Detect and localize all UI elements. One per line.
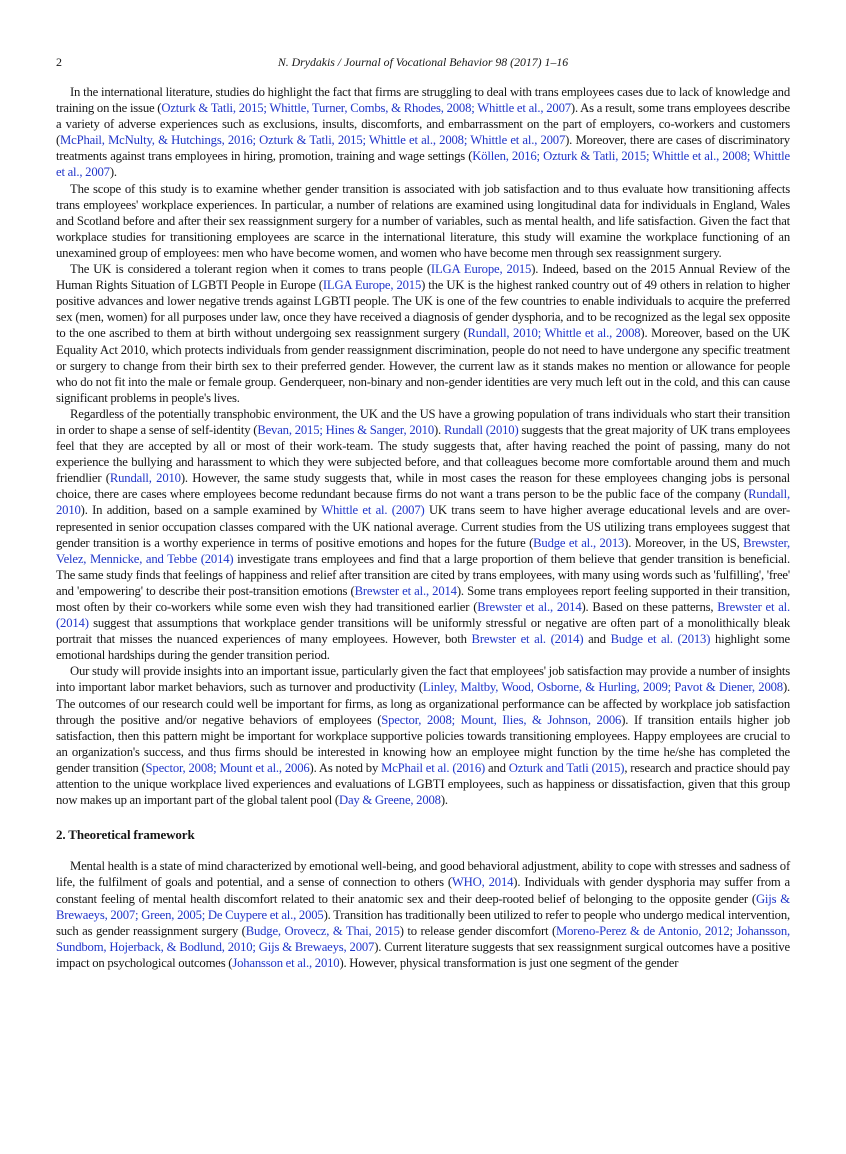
citation-link[interactable]: Gijs & Brewaeys, 2007; Green, 2005; De Cuypere et al., 2005 [56, 891, 790, 922]
paragraph [56, 84, 790, 181]
text-run: ). Moreover, based on the UK Equality Act 2010, which protects individuals from gender reassignment discrimination, people do not need to have undergone any specific treatment or surgery to change from their birth sex to their preferred gender. However, the current law as it stands makes no mention or allowance for people who do not fit into the male or female group. Genderqueer, non-binary and non-gender identities are very much left out in the cold, and this can cause significant problems in people's lives. [56, 326, 790, 405]
section-heading: 2. Theoretical framework [56, 827, 195, 843]
citation-link[interactable]: ILGA Europe, 2015 [322, 278, 422, 293]
text-run: ). However, physical transformation is just one segment of the gender [339, 955, 679, 970]
citation-link[interactable]: Budge et al. (2013) [610, 632, 711, 647]
text-run: ). In addition, based on a sample examined by [80, 503, 322, 518]
text-run: Mental health is a state of mind characterized by emotional well-being, and good behavioral adjustment, ability to cope with stresses and sadness of life, the fulfilment of goals and potential, and a sense of connection to others ( [56, 859, 790, 890]
text-run: UK trans seem to have higher average educational levels and are over-represented in senior occupation classes compared with the UK national average. Current studies from the US utilizing trans employees suggest that gender transition is a worthy experience in terms of positive emotions and hopes for the future ( [56, 503, 790, 550]
citation-link[interactable]: ILGA Europe, 2015 [430, 262, 532, 277]
text-run: ). Based on these patterns, [581, 600, 718, 614]
citation-link[interactable]: Brewster et al. (2014) [56, 600, 790, 631]
citation-link[interactable]: Budge et al., 2013 [533, 535, 625, 550]
citation-link[interactable]: Brewster et al., 2014 [354, 583, 457, 598]
citation-link[interactable]: McPhail, McNulty, & Hutchings, 2016; Ozturk & Tatli, 2015; Whittle et al., 2008; Whittle et al., 2007 [60, 133, 566, 148]
citation-link[interactable]: Ozturk and Tatli (2015) [508, 760, 625, 775]
text-run: The scope of this study is to examine whether gender transition is associated with job satisfaction and to thus evaluate how transitioning affects trans employees' workplace experiences. In particular, a number of relations are examined using longitudinal data for individuals in England, Wales and Scotland before and after their sex reassignment surgery for a number of variables, such as mental health, and life satisfaction. Given the fact that workplace studies for transitioning employees are scarce in the international literature, this study will examine the workplace functioning of an unexamined group of employees: men who have become women, and women who have become men through sex reassignment surgery. [56, 181, 790, 260]
text-run: suggests that the great majority of UK trans employees feel that they are accepted by all or most of their work-team. The study suggests that, after having reached the point of passing, many do not experience the bullying and harassment to which they were subjected before, and that colleagues become more comfortable around them and much friendlier ( [56, 422, 790, 486]
text-run: ). Moreover, in the US, [624, 535, 744, 550]
text-run: ). As noted by [309, 760, 382, 775]
citation-link[interactable]: Linley, Maltby, Wood, Osborne, & Hurling, 2009; Pavot & Diener, 2008 [422, 680, 783, 695]
text-run: ). The outcomes of our research could well be important for firms, as long as organizational performance can be affected by workplace job satisfaction through the positive and/or negative behaviors of employees ( [56, 680, 790, 727]
text-run: The UK is considered a tolerant region when it comes to trans people ( [70, 262, 431, 277]
text-run: ). [440, 793, 448, 808]
text-run: ). Current literature suggests that sex reassignment surgical outcomes have a positive impact on psychological outcomes ( [56, 939, 790, 970]
text-run: highlight some emotional hardships during the gender transition period. [56, 632, 790, 663]
text-run: ). Indeed, based on the 2015 Annual Review of the Human Rights Situation of LGBTI People in Europe ( [56, 262, 790, 293]
citation-link[interactable]: Köllen, 2016; Ozturk & Tatli, 2015; Whittle et al., 2008; Whittle et al., 2007 [56, 149, 790, 180]
citation-link[interactable]: Brewster et al., 2014 [477, 600, 582, 614]
citation-link[interactable]: Rundall, 2010 [109, 471, 181, 486]
citation-link[interactable]: Spector, 2008; Mount et al., 2006 [145, 760, 310, 775]
citation-link[interactable]: Rundall, 2010; Whittle et al., 2008 [467, 326, 641, 341]
text-run: Regardless of the potentially transphobic environment, the UK and the US have a growing population of trans individuals who start their transition in order to shape a sense of self-identity ( [56, 406, 790, 437]
citation-link[interactable]: Whittle et al. (2007) [321, 503, 425, 518]
citation-link[interactable]: Budge, Orovecz, & Thai, 2015 [245, 923, 400, 938]
citation-link[interactable]: Spector, 2008; Mount, Ilies, & Johnson, 2006 [381, 712, 622, 727]
text-run: ). [109, 165, 117, 180]
article-body [56, 84, 790, 971]
citation-link[interactable]: WHO, 2014 [451, 875, 514, 890]
citation-link[interactable]: Brewster et al. (2014) [471, 632, 584, 647]
citation-link[interactable]: Moreno-Perez & de Antonio, 2012; Johansson, Sundbom, Hojerback, & Bodlund, 2010; Gijs & Brewaeys, 2007 [56, 923, 790, 954]
citation-link[interactable]: McPhail et al. (2016) [381, 760, 486, 775]
page-number: 2 [56, 55, 62, 69]
paragraph [56, 858, 790, 971]
citation-link[interactable]: Day & Greene, 2008 [338, 793, 441, 808]
text-run: ). Individuals with gender dysphoria may suffer from a constant feeling of mental health discomfort related to their anatomic sex and their deep-rooted belief of belonging to the opposite gender ( [56, 875, 790, 906]
text-run: ) the UK is the highest ranked country out of 49 others in relation to higher positive advances and lower negative trends against LGBTI people. The UK is one of the few countries to enable individuals to acquire the preferred sex (men, women) for all purposes under law, once they have received a diagnosis of gender dysphoria, and to be recognized as the legal sex opposite to the one ascribed to them at birth without undergoing sex reassignment surgery ( [56, 278, 790, 341]
text-run: ). Some trans employees report feeling supported in their transition, most often by their co-workers while some even wish they had transitioned earlier ( [56, 583, 790, 614]
text-run: ). Moreover, there are cases of discriminatory treatments against trans employees in hiring, promotion, training and wage settings ( [56, 133, 790, 164]
paragraph [56, 663, 790, 808]
paragraph [56, 406, 790, 664]
text-run: ). [434, 422, 444, 437]
text-run: suggest that assumptions that workplace gender transitions will be uniformly stressful or negative are often part of a monolithically bleak portrait that misses the nuanced experiences of many employees. However, both [56, 616, 790, 647]
text-run: ). However, the same study suggests that, while in most cases the reason for these employees changing jobs is personal choice, there are cases where employees become redundant because firms do not want a trans person to be the public face of the company ( [56, 471, 790, 502]
citation-link[interactable]: Johansson et al., 2010 [232, 955, 340, 970]
text-run: ) to release gender discomfort ( [399, 923, 557, 938]
citation-link[interactable]: Brewster, Velez, Mennicke, and Tebbe (2014) [56, 535, 791, 566]
paragraph [56, 181, 790, 261]
text-run: ). Transition has traditionally been utilized to refer to people who undergo medical intervention, such as gender reassignment surgery ( [56, 907, 790, 938]
paragraph [56, 261, 790, 406]
text-run: ). If transition entails higher job satisfaction, then this pattern might be important for workplace supportive policies towards transitioning employees. Happy employees are crucial to an organization's success, and thus firms should be interested in knowing how an employee might function by the time he/she has completed the gender transition ( [56, 712, 790, 775]
citation-link[interactable]: Ozturk & Tatli, 2015; Whittle, Turner, Combs, & Rhodes, 2008; Whittle et al., 2007 [161, 101, 571, 116]
citation-link[interactable]: Rundall (2010) [443, 422, 519, 437]
text-run: In the international literature, studies do highlight the fact that firms are struggling to deal with trans employees cases due to lack of knowledge and training on the issue ( [56, 85, 790, 116]
text-run: investigate trans employees and find that a large proportion of them believe that gender transition is beneficial. The same study finds that feelings of happiness and relief after transition are cited by trans employees, with many using words such as 'fulfilling', 'free' and 'empowering' to describe their post-transition emotions ( [56, 551, 790, 598]
text-run: and [485, 760, 509, 775]
page-header [56, 55, 790, 70]
text-run: and [583, 632, 611, 647]
text-run: ). As a result, some trans employees describe a variety of adverse experiences such as exclusions, insults, discomforts, and embarrassment on the part of employers, co-workers and customers ( [56, 101, 790, 148]
running-head: N. Drydakis / Journal of Vocational Behavior 98 (2017) 1–16 [277, 55, 569, 69]
citation-link[interactable]: Bevan, 2015; Hines & Sanger, 2010 [257, 422, 434, 437]
citation-link[interactable]: Rundall, 2010 [56, 487, 790, 518]
text-run: Our study will provide insights into an important issue, particularly given the fact that employees' job satisfaction may provide a number of insights into important labor market behaviors, such as turnover and productivity ( [56, 664, 790, 695]
text-run: , research and practice should pay attention to the unique workplace lived experiences and evaluations of LGBTI employees, such as happiness or dissatisfaction, given that this group now makes up an important part of the global talent pool ( [56, 760, 790, 808]
